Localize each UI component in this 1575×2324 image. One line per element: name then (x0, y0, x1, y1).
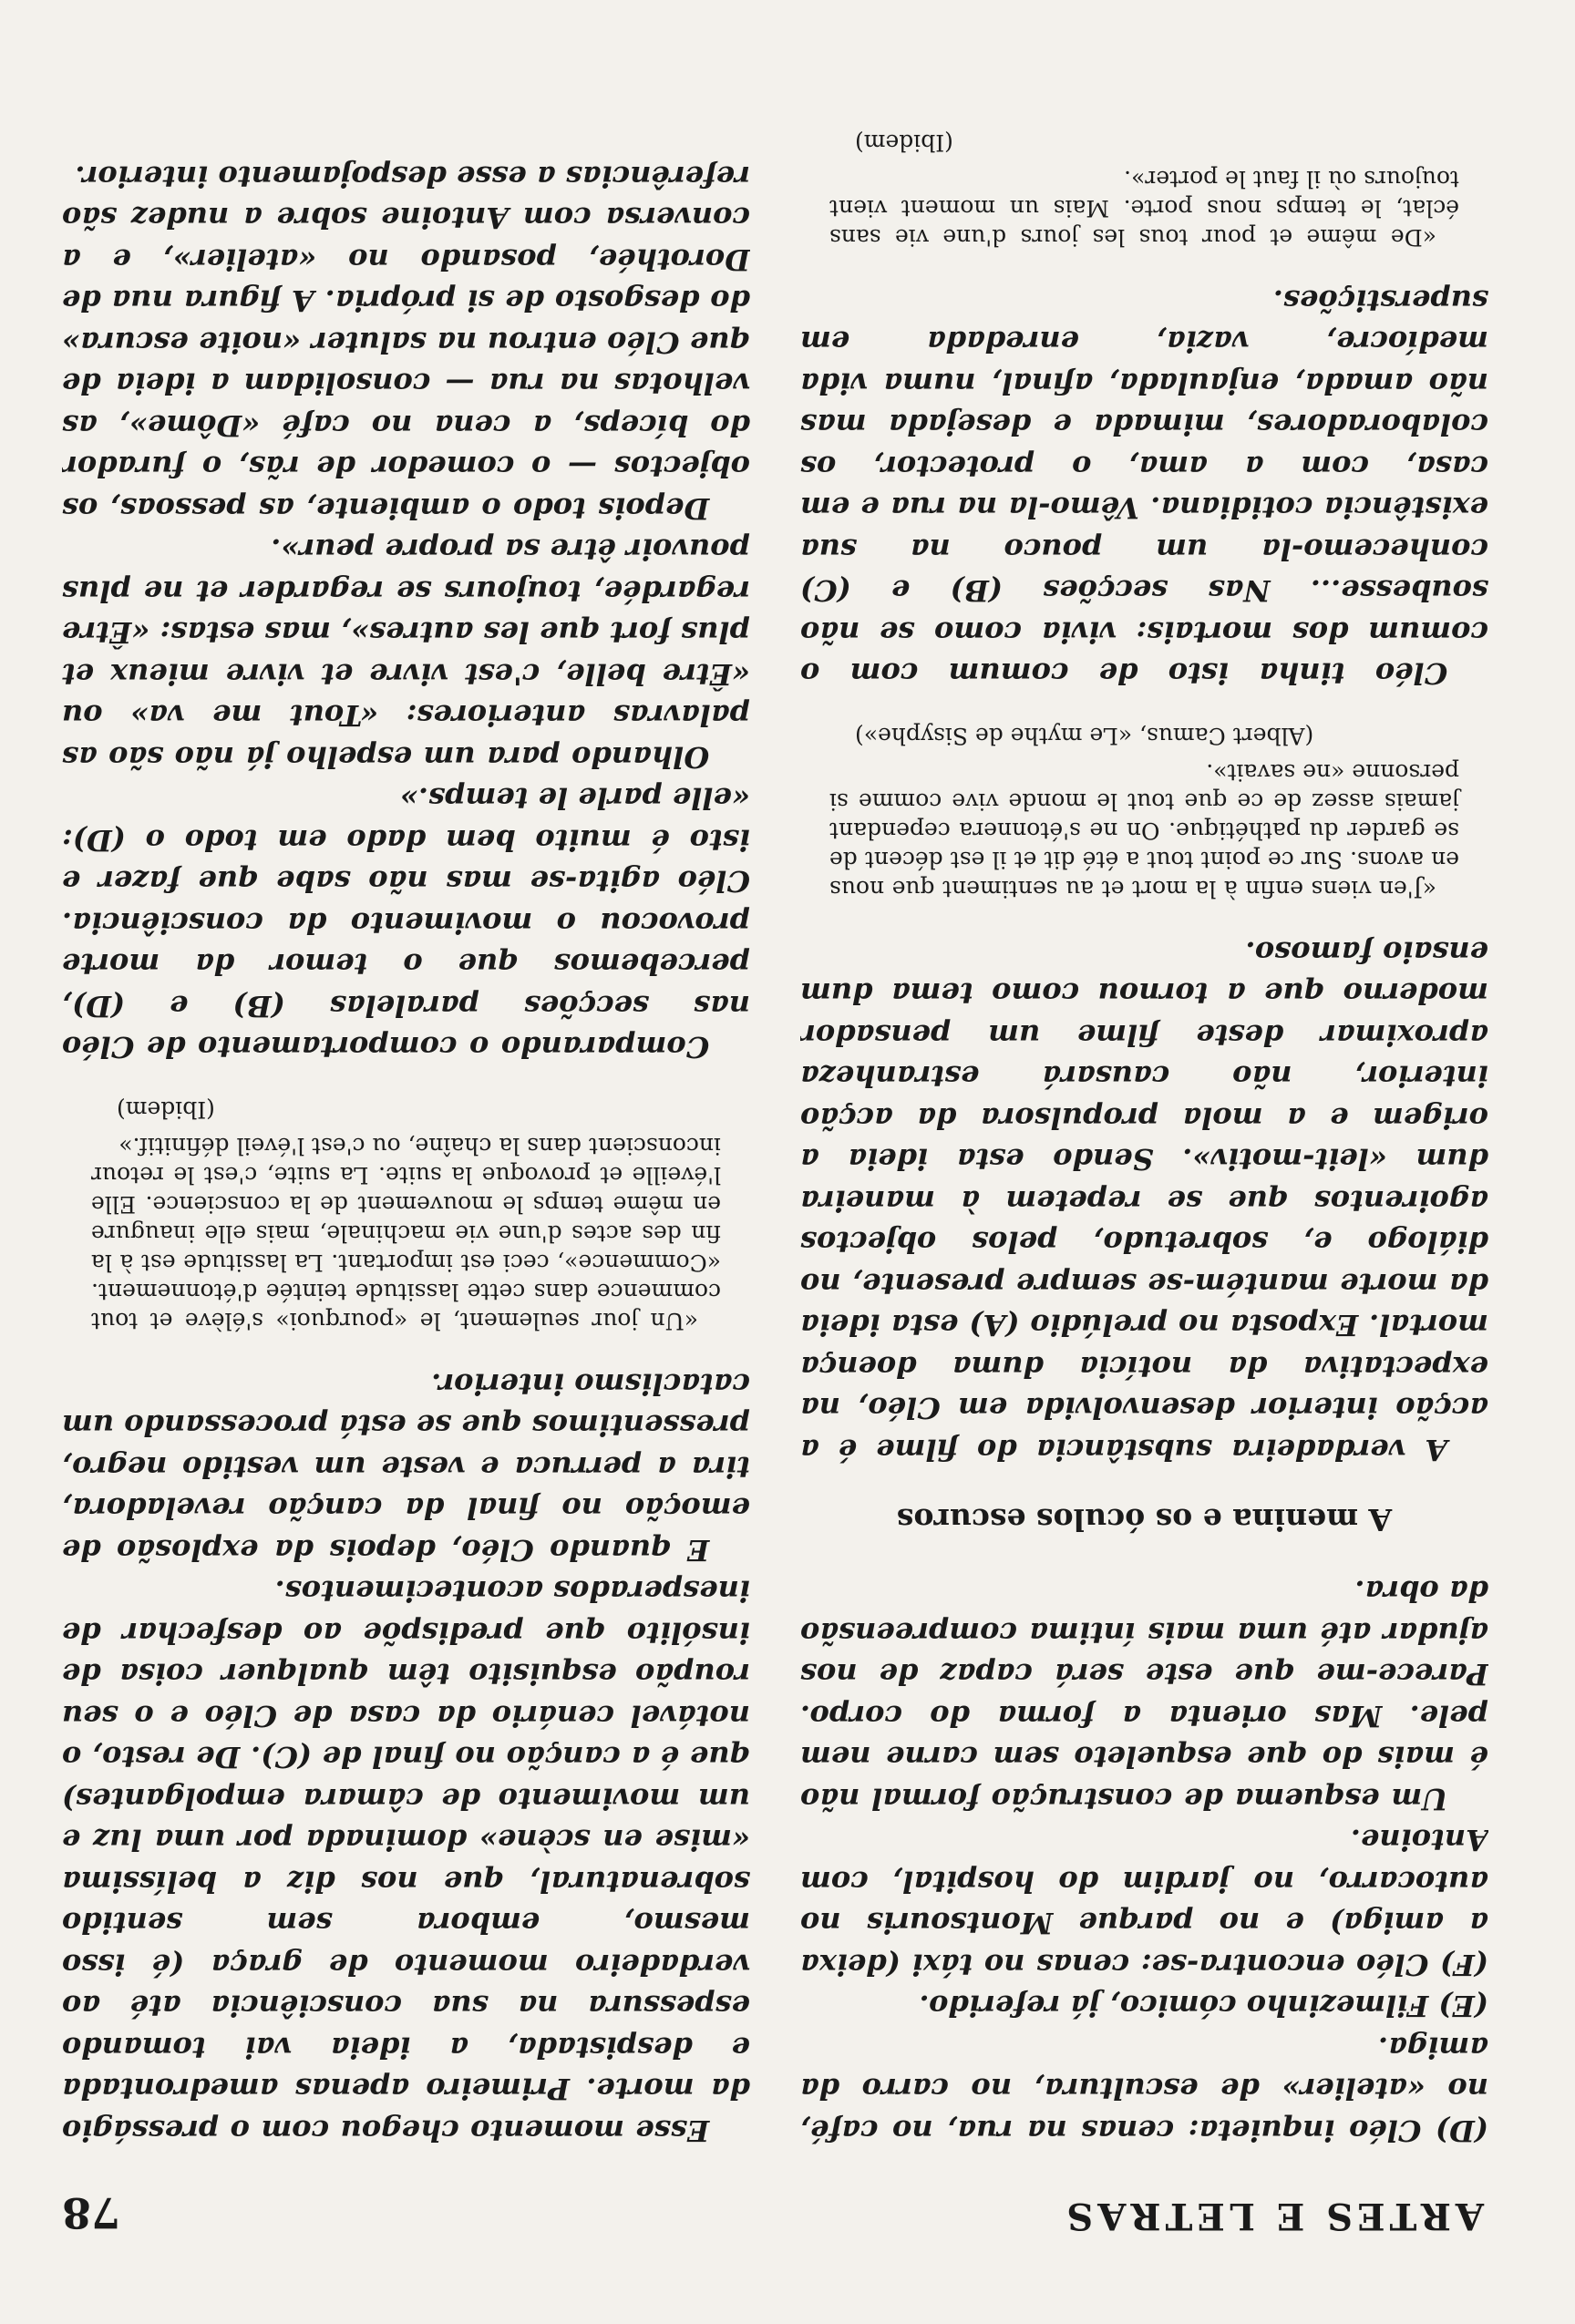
paragraph-esquema: Um esquema de construção formal não é mais do que esqueleto sem carne nem pele. Mas orienta a forma do corpo. Parece-me que este será capaz de nos ajudar até uma mais íntima compreensão da obra. (800, 1574, 1488, 1816)
paragraph-substancia: A verdadeira substância do filme é a acção interior desenvolvida em Cléo, na expectativa da notícia duma doença mortal. Exposta no prelúdio (A) esta ideia da morte mantém-se sempre presente, no diálogo e, sobretudo, pelos objectos agoirentos que se repetem à maneira dum «leit-motiv». Sendo esta ideia a origem e a mola propulsora da acção interior, não causará estranheza aproximar deste filme um pensador moderno que a tornou como tema dum ensaio famoso. (800, 935, 1488, 1467)
paragraph-espelho: Olhando para um espelho já não são as palavras anteriores: «Tout me va» ou «Être belle, c'est vivre et vivre mieux et plus fort que les autres», mas estas: «Être regardée, toujours se regarder et ne plus pouvoir être sa propre peur». (62, 532, 750, 775)
section-heading: A menina e os óculos escuros (896, 1502, 1393, 1537)
paragraph-ambiente: Depois todo o ambiente, as pessoas, os objectos — o comedor de rãs, o furador do bíceps, a cena no café «Dôme», as velhotas na rua — consolidam a ideia de que Cléo entrou na saluter «noite escura» do desgosto de si própria. A figura nua de Dorothée, posando no «atelier», e a conversa com Antoine sobre a nudez são referências a esse despojamento interior. (62, 159, 750, 526)
ibidem-quote: «De même et pour tous les jours d'une vie sans éclat, le temps nous porte. Mais un moment vient toujours où il faut le porter». (829, 166, 1459, 252)
running-title: ARTES E LETRAS (1062, 2195, 1484, 2237)
ibidem-citation-2: (Ibidem) (117, 1096, 215, 1124)
paragraph-cleo-comum: Cléo tinha isto de comum com o comum dos mortais: vivia como se não soubesse... Nas secções (B) e (C) conhecemo-la um pouco na sua existência cotidiana. Vêmo-la na rua e em casa, com a ama, o protector, os colaboradores, mimada e desejada mas não amada, enjaulada, afinal, numa vida medíocre, vazia, enredada em superstições. (800, 283, 1488, 692)
paragraph-quando-cleo: E quando Cléo, depois da explosão de emoção no final da canção reveladora, tira a perruca e veste um vestido negro, pressentimos que se está processando um cataclismo interior. (62, 1367, 750, 1568)
section-f-text: (F) Cléo encontra-se: cenas no táxi (deixa a amiga) e no parque Montsouris no autocarro, no jardim do hospital, com Antoine. (800, 1823, 1488, 1982)
right-column (62, 64, 750, 2151)
page-number: 78 (62, 2188, 121, 2237)
left-column (800, 64, 1488, 2151)
camus-citation: (Albert Camus, «Le mythe de Sisyphe») (855, 723, 1314, 750)
paragraph-comparando: Comparando o comportamento de Cléo nas secções paralelas (B) e (D), percebemos que o temor da morte provocou o movimento da consciência. Cléo agita-se mas não sabe que fazer e isto é muito bem dado em todo o (D): «elle parle le temps.» (62, 781, 750, 1065)
section-d-text: (D) Cléo inquieta: cenas na rua, no café, no «atelier» de escultura, no carro da amiga. (800, 2031, 1488, 2148)
ibidem-citation: (Ibidem) (855, 129, 953, 157)
ibidem-quote-2: «Un jour seulement, le «pourquoi» s'élève et tout commence dans cette lassitude teintée d'étonnement. «Commence», ceci est important. La lassitude est à la fin des actes d'une vie machinale, mais elle inaugure en même temps le mouvement de la conscience. Elle l'éveille et provoque la suite. La suite, c'est le retour inconscient dans la chaîne, ou c'est l'éveil définitif.» (91, 1133, 721, 1335)
paragraph-momento: Esse momento chegou com o presságio da morte. Primeiro apenas amedrontada e despistada, a ideia vai tomando espessura na sua consciência até ao verdadeiro momento de graça (é isso mesmo, embora sem sentido sobrenatural, que nos diz a belíssima «mise en scène» dominada por uma luz e um movimento de câmara empolgantes) que é a canção no final de (C). De resto, o notável cenário da casa de Cléo e o seu roupão esquisito têm qualquer coisa de insólito que predispõe ao desfechar de inesperados acontecimentos. (62, 1574, 750, 2148)
section-e-text: (E) Filmezinho cómico, já referido. (919, 1989, 1488, 2024)
camus-quote: «J'en viens enfin à la mort et au sentiment que nous en avons. Sur ce point tout a été dit et il est décent de se garder du pathétique. On ne s'étonnera cependant jamais assez de ce que tout le monde vive comme si personne «ne savait». (829, 759, 1459, 903)
page-header (62, 2174, 1484, 2237)
